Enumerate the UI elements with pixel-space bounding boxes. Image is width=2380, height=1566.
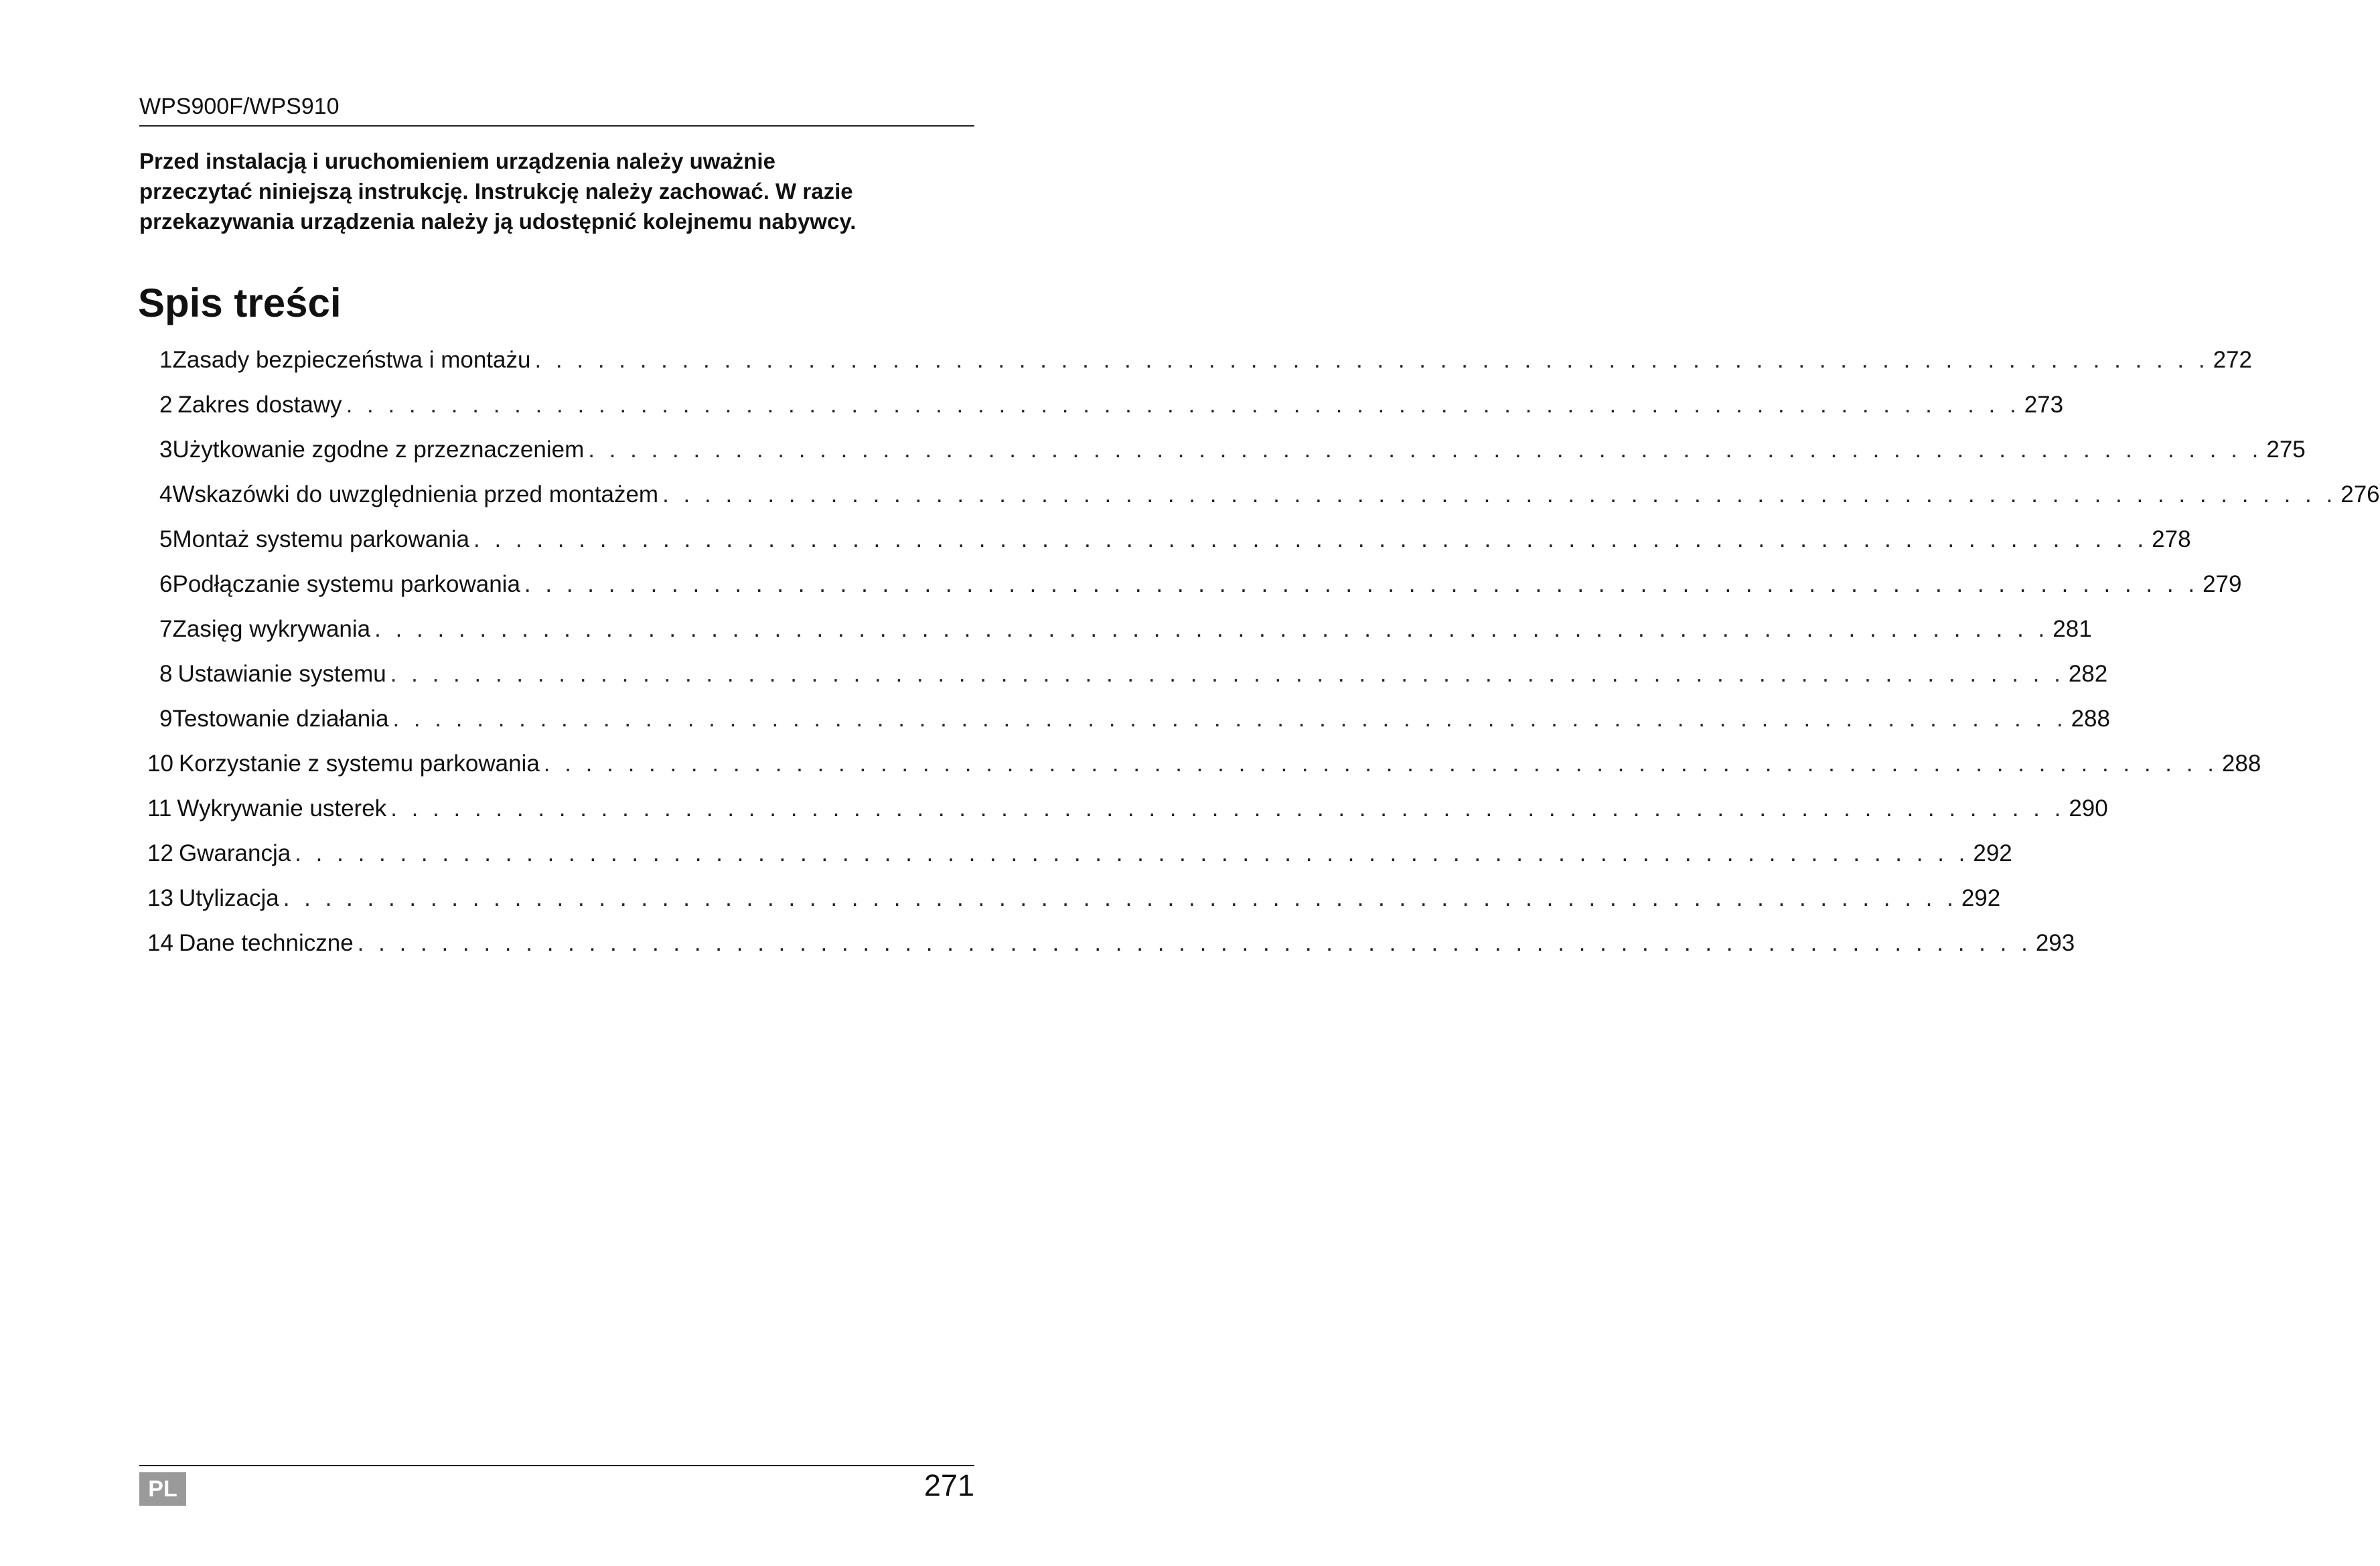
toc-entry-number: 14 bbox=[147, 930, 173, 956]
toc-entry-page: 272 bbox=[2213, 347, 2253, 373]
toc-entry-number: 10 bbox=[147, 751, 173, 777]
page-number: 271 bbox=[923, 1468, 974, 1502]
toc-entry-title: Użytkowanie zgodne z przeznaczeniem bbox=[172, 437, 585, 463]
toc-entry-title: Zasady bezpieczeństwa i montażu bbox=[172, 347, 531, 373]
toc-entry[interactable] bbox=[159, 390, 2064, 420]
toc-entry-title: Korzystanie z systemu parkowania bbox=[178, 751, 540, 777]
toc-entry-page: 288 bbox=[2071, 706, 2110, 732]
toc-entry-title: Testowanie działania bbox=[172, 706, 389, 732]
toc-entry-page: 281 bbox=[2053, 616, 2092, 642]
toc-entry[interactable] bbox=[147, 884, 2001, 913]
toc-entry[interactable] bbox=[159, 570, 2242, 599]
toc-entry-number: 2 bbox=[159, 392, 173, 418]
toc-entry-number: 5 bbox=[159, 526, 173, 552]
toc-entry-number: 11 bbox=[147, 795, 172, 821]
toc-entry-page: 292 bbox=[1973, 840, 2012, 866]
toc-dot-leader: . . . . . . . . . . . . . . . . . . . . . . . . . . . . . . . . . . . . . . . . . . . . . . . . . . . . . . . . . . . . . . . . . . . . . . . . . . . . . . . . bbox=[390, 661, 2065, 687]
toc-entry-number: 1 bbox=[159, 347, 173, 373]
toc-entry[interactable] bbox=[159, 659, 2108, 689]
toc-entry[interactable] bbox=[147, 839, 2012, 868]
toc-entry-page: 273 bbox=[2024, 392, 2064, 418]
toc-entry-number: 3 bbox=[159, 437, 173, 463]
toc-dot-leader: . . . . . . . . . . . . . . . . . . . . . . . . . . . . . . . . . . . . . . . . . . . . . . . . . . . . . . . . . . . . . . . . . . . . . . . . . . . . . . . . bbox=[543, 751, 2218, 777]
toc-dot-leader: . . . . . . . . . . . . . . . . . . . . . . . . . . . . . . . . . . . . . . . . . . . . . . . . . . . . . . . . . . . . . . . . . . . . . . . . . . . . . . . . bbox=[346, 392, 2020, 418]
header-divider bbox=[139, 125, 974, 127]
toc-entry-title: Podłączanie systemu parkowania bbox=[172, 571, 520, 597]
toc-entry-page: 276 bbox=[2340, 481, 2380, 507]
toc-entry[interactable] bbox=[159, 704, 2110, 734]
toc-entry-number: 8 bbox=[159, 661, 173, 687]
toc-dot-leader: . . . . . . . . . . . . . . . . . . . . . . . . . . . . . . . . . . . . . . . . . . . . . . . . . . . . . . . . . . . . . . . . . . . . . . . . . . . . . . . . bbox=[473, 526, 2148, 552]
toc-entry-number: 12 bbox=[147, 840, 173, 866]
toc-entry[interactable] bbox=[147, 749, 2261, 779]
toc-dot-leader: . . . . . . . . . . . . . . . . . . . . . . . . . . . . . . . . . . . . . . . . . . . . . . . . . . . . . . . . . . . . . . . . . . . . . . . . . . . . . . . . bbox=[390, 795, 2065, 821]
toc-entry[interactable] bbox=[159, 615, 2092, 644]
intro-notice bbox=[139, 146, 974, 236]
toc-entry[interactable] bbox=[159, 435, 2306, 465]
toc-entry-title: Gwarancja bbox=[178, 840, 291, 866]
toc-heading: Spis treści bbox=[138, 281, 342, 325]
toc-dot-leader: . . . . . . . . . . . . . . . . . . . . . . . . . . . . . . . . . . . . . . . . . . . . . . . . . . . . . . . . . . . . . . . . . . . . . . . . . . . . . . . . bbox=[357, 930, 2032, 956]
intro-line: przeczytać niniejszą instrukcję. Instrukcję należy zachować. W razie bbox=[139, 179, 853, 204]
toc-dot-leader: . . . . . . . . . . . . . . . . . . . . . . . . . . . . . . . . . . . . . . . . . . . . . . . . . . . . . . . . . . . . . . . . . . . . . . . . . . . . . . . . bbox=[392, 706, 2067, 732]
toc-entry-page: 292 bbox=[1961, 885, 2001, 911]
toc-entry-title: Wskazówki do uwzględnienia przed montażem bbox=[172, 481, 659, 507]
toc-entry-page: 279 bbox=[2203, 571, 2242, 597]
toc-entry-title: Wykrywanie usterek bbox=[177, 795, 387, 821]
toc-entry-title: Montaż systemu parkowania bbox=[172, 526, 470, 552]
toc-entry-title: Zakres dostawy bbox=[177, 392, 342, 418]
toc-entry[interactable] bbox=[159, 345, 2253, 375]
toc-entry[interactable] bbox=[147, 794, 2108, 824]
toc-entry-number: 13 bbox=[147, 885, 173, 911]
toc-dot-leader: . . . . . . . . . . . . . . . . . . . . . . . . . . . . . . . . . . . . . . . . . . . . . . . . . . . . . . . . . . . . . . . . . . . . . . . . . . . . . . . . bbox=[295, 840, 1969, 866]
toc-entry[interactable] bbox=[159, 525, 2191, 554]
intro-line: Przed instalacją i uruchomieniem urządzenia należy uważnie bbox=[139, 149, 775, 173]
toc-entry-page: 282 bbox=[2068, 661, 2108, 687]
toc-dot-leader: . . . . . . . . . . . . . . . . . . . . . . . . . . . . . . . . . . . . . . . . . . . . . . . . . . . . . . . . . . . . . . . . . . . . . . . . . . . . . . . . bbox=[524, 571, 2199, 597]
toc-dot-leader: . . . . . . . . . . . . . . . . . . . . . . . . . . . . . . . . . . . . . . . . . . . . . . . . . . . . . . . . . . . . . . . . . . . . . . . . . . . . . . . . bbox=[374, 616, 2049, 642]
toc-entry[interactable] bbox=[147, 929, 2075, 958]
toc-dot-leader: . . . . . . . . . . . . . . . . . . . . . . . . . . . . . . . . . . . . . . . . . . . . . . . . . . . . . . . . . . . . . . . . . . . . . . . . . . . . . . . . bbox=[588, 437, 2263, 463]
intro-line: przekazywania urządzenia należy ją udostępnić kolejnemu nabywcy. bbox=[139, 209, 857, 234]
toc-dot-leader: . . . . . . . . . . . . . . . . . . . . . . . . . . . . . . . . . . . . . . . . . . . . . . . . . . . . . . . . . . . . . . . . . . . . . . . . . . . . . . . . bbox=[283, 885, 1957, 911]
document-header-title: WPS900F/WPS910 bbox=[139, 94, 340, 119]
toc-entry-number: 7 bbox=[159, 616, 173, 642]
toc-entry-page: 288 bbox=[2221, 751, 2261, 777]
toc-entry-number: 4 bbox=[159, 481, 173, 507]
toc-entry-page: 290 bbox=[2069, 795, 2108, 821]
toc-dot-leader: . . . . . . . . . . . . . . . . . . . . . . . . . . . . . . . . . . . . . . . . . . . . . . . . . . . . . . . . . . . . . . . . . . . . . . . . . . . . . . . . bbox=[662, 481, 2337, 507]
toc-entry-page: 275 bbox=[2266, 437, 2306, 463]
toc-entry-page: 293 bbox=[2035, 930, 2075, 956]
toc-entry-number: 9 bbox=[159, 706, 173, 732]
toc-entry-title: Utylizacja bbox=[178, 885, 279, 911]
toc-entry-title: Ustawianie systemu bbox=[177, 661, 386, 687]
toc-entry-title: Zasięg wykrywania bbox=[172, 616, 371, 642]
toc-entry-page: 278 bbox=[2152, 526, 2191, 552]
toc-entry-number: 6 bbox=[159, 571, 173, 597]
language-badge: PL bbox=[139, 1472, 186, 1506]
footer-divider bbox=[139, 1465, 974, 1466]
toc-entry-title: Dane techniczne bbox=[178, 930, 354, 956]
toc-dot-leader: . . . . . . . . . . . . . . . . . . . . . . . . . . . . . . . . . . . . . . . . . . . . . . . . . . . . . . . . . . . . . . . . . . . . . . . . . . . . . . . . bbox=[534, 347, 2209, 373]
toc-entry[interactable] bbox=[159, 480, 2380, 510]
